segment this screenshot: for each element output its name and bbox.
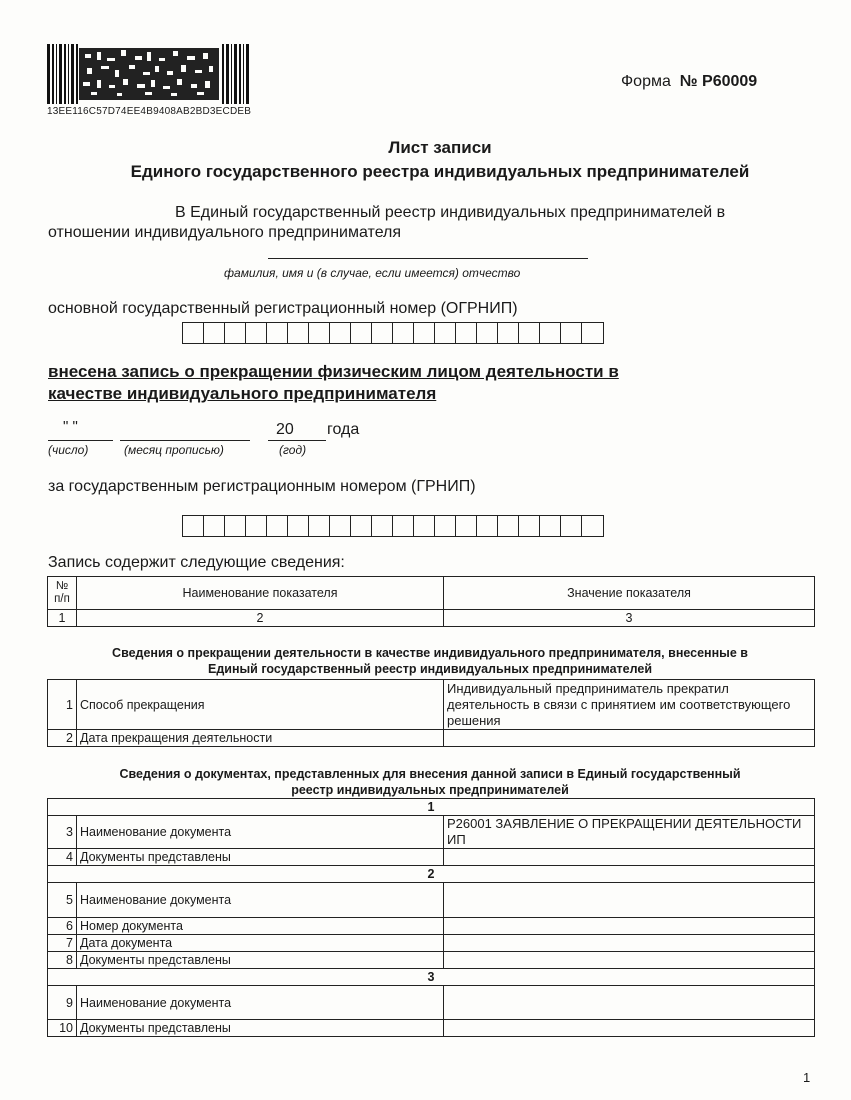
row-number: 3 <box>48 816 77 849</box>
table-row <box>48 935 815 952</box>
section1-title-line-2: Единый государственный реестр индивидуальных предпринимателей <box>207 662 653 676</box>
table-row <box>48 816 815 849</box>
page-number: 1 <box>803 1070 811 1085</box>
year-prefix: 20 <box>276 421 294 438</box>
row-value <box>444 918 815 935</box>
barcode-image <box>47 44 251 104</box>
row-number: 2 <box>48 730 77 747</box>
group-number: 3 <box>48 969 815 986</box>
group-number: 2 <box>48 866 815 883</box>
row-value: Индивидуальный предприниматель прекратил деятельность в связи с принятием им соответствующего решения <box>444 680 815 730</box>
section2-title-line-2: реестр индивидуальных предпринимателей <box>291 783 569 797</box>
caption-month: (месяц прописью) <box>124 443 224 457</box>
header-index-2: 2 <box>77 610 444 627</box>
section2-title-line-1: Сведения о документах, представленных для внесения данной записи в Единый государственный <box>119 767 741 781</box>
table-row <box>48 952 815 969</box>
ogrnip-label: основной государственный регистрационный номер (ОГРНИП) <box>48 300 518 317</box>
table-row <box>48 849 815 866</box>
grnip-label: за государственным регистрационным номером (ГРНИП) <box>48 478 476 495</box>
date-month-line <box>120 440 250 441</box>
records-intro: Запись содержит следующие сведения: <box>48 554 345 571</box>
documents-table <box>47 798 815 1037</box>
table-row <box>48 883 815 918</box>
row-name: Способ прекращения <box>77 680 444 730</box>
table-row <box>48 680 815 730</box>
records-header-table <box>47 576 815 627</box>
row-value <box>444 986 815 1020</box>
form-code: № Р60009 <box>679 73 758 90</box>
row-number: 7 <box>48 935 77 952</box>
entry-title-line-1: внесена запись о прекращении физическим лицом деятельности в <box>48 362 619 381</box>
row-number: 8 <box>48 952 77 969</box>
row-name: Номер документа <box>77 918 444 935</box>
document-title: Лист записи <box>388 138 492 157</box>
year-word: года <box>327 421 360 438</box>
row-number: 9 <box>48 986 77 1020</box>
row-name: Дата прекращения деятельности <box>77 730 444 747</box>
date-day-quotes: " " <box>63 418 78 435</box>
ogrnip-cells <box>182 322 604 344</box>
row-name: Наименование документа <box>77 986 444 1020</box>
document-subtitle: Единого государственного реестра индивидуальных предпринимателей <box>130 162 750 181</box>
group-row <box>48 799 815 816</box>
caption-day: (число) <box>48 443 89 457</box>
table-row <box>48 730 815 747</box>
header-col-value: Значение показателя <box>444 577 815 610</box>
row-number: 5 <box>48 883 77 918</box>
row-value <box>444 935 815 952</box>
row-value <box>444 849 815 866</box>
row-name: Наименование документа <box>77 883 444 918</box>
row-value <box>444 883 815 918</box>
fio-underline <box>268 258 588 259</box>
grnip-cells <box>182 515 604 537</box>
row-value <box>444 952 815 969</box>
row-number: 6 <box>48 918 77 935</box>
header-index-1: 1 <box>48 610 77 627</box>
row-value <box>444 730 815 747</box>
termination-table <box>47 679 815 747</box>
form-number <box>621 73 757 91</box>
intro-line-1: В Единый государственный реестр индивидуальных предпринимателей в <box>175 204 726 221</box>
row-name: Дата документа <box>77 935 444 952</box>
header-col-num: № п/п <box>48 577 77 610</box>
row-name: Документы представлены <box>77 849 444 866</box>
date-day-line <box>48 440 113 441</box>
group-number: 1 <box>48 799 815 816</box>
table-row <box>48 986 815 1020</box>
header-index-3: 3 <box>444 610 815 627</box>
group-row <box>48 969 815 986</box>
row-name: Документы представлены <box>77 952 444 969</box>
table-row <box>48 1020 815 1037</box>
header-col-name: Наименование показателя <box>77 577 444 610</box>
entry-title-line-2: качестве индивидуального предпринимателя <box>48 384 437 403</box>
row-number: 4 <box>48 849 77 866</box>
barcode-text: 13EE116C57D74EE4B9408AB2BD3ECDEB <box>47 106 252 117</box>
group-row <box>48 866 815 883</box>
caption-year: (год) <box>279 443 307 457</box>
row-number: 10 <box>48 1020 77 1037</box>
row-number: 1 <box>48 680 77 730</box>
intro-line-2: отношении индивидуального предпринимателя <box>48 224 402 241</box>
row-value: Р26001 ЗАЯВЛЕНИЕ О ПРЕКРАЩЕНИИ ДЕЯТЕЛЬНОСТИ ИП <box>444 816 815 849</box>
row-name: Документы представлены <box>77 1020 444 1037</box>
date-year-line <box>268 440 326 441</box>
table-row <box>48 918 815 935</box>
row-name: Наименование документа <box>77 816 444 849</box>
form-label: Форма <box>621 73 671 90</box>
row-value <box>444 1020 815 1037</box>
fio-caption: фамилия, имя и (в случае, если имеется) отчество <box>224 266 521 280</box>
section1-title-line-1: Сведения о прекращении деятельности в качестве индивидуального предпринимателя, внесенные в <box>112 646 748 660</box>
